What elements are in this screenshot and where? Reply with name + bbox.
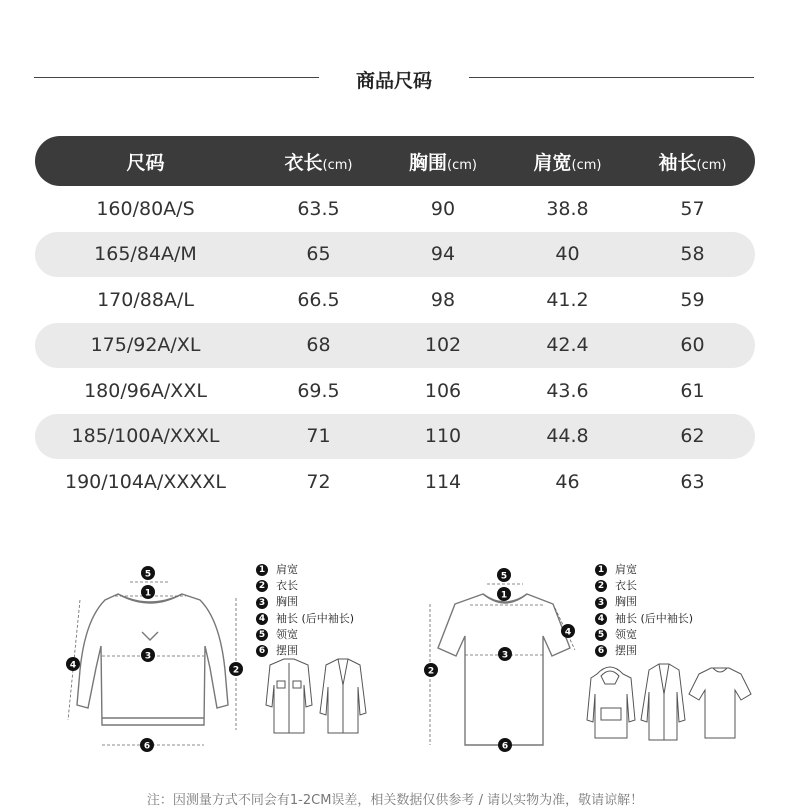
cell-length: 65	[306, 243, 331, 266]
svg-text:1: 1	[500, 590, 508, 601]
header-sleeve: 袖长(cm)	[658, 151, 727, 174]
cell-shoulder: 46	[555, 470, 580, 493]
svg-text:3: 3	[501, 650, 509, 661]
cell-chest: 94	[430, 243, 456, 266]
svg-text:5: 5	[500, 571, 508, 582]
legend-item: 4 袖长 (后中袖长)	[595, 611, 693, 627]
cell-sleeve: 62	[680, 425, 705, 448]
table-row	[35, 459, 755, 505]
cell-chest: 98	[430, 288, 456, 311]
jacket-illustrations	[256, 655, 376, 740]
cell-size: 160/80A/S	[96, 197, 195, 220]
cell-length: 66.5	[297, 288, 340, 311]
cell-length: 69.5	[297, 379, 340, 402]
title-divider-right	[469, 77, 754, 78]
legend-left	[256, 562, 354, 659]
section-title-bar	[0, 62, 790, 94]
table-row	[35, 277, 755, 323]
marker-2	[229, 662, 243, 676]
cell-chest: 106	[424, 379, 462, 402]
svg-text:2: 2	[427, 666, 435, 677]
legend-item: 1 肩宽	[256, 562, 354, 578]
cell-size: 175/92A/XL	[90, 334, 201, 357]
cell-shoulder: 40	[555, 243, 580, 266]
header-length: 衣长(cm)	[284, 151, 353, 174]
svg-text:6: 6	[143, 741, 151, 752]
marker-1	[497, 587, 511, 601]
marker-4	[66, 657, 80, 671]
svg-text:4: 4	[564, 627, 572, 638]
marker-1	[141, 585, 155, 599]
marker-3	[141, 648, 155, 662]
cell-size: 190/104A/XXXXL	[65, 470, 226, 493]
cell-length: 72	[306, 470, 331, 493]
cell-size: 165/84A/M	[94, 243, 197, 266]
svg-text:4: 4	[69, 660, 77, 671]
cell-size: 180/96A/XXL	[84, 379, 207, 402]
legend-item: 6 摆围	[595, 643, 693, 659]
marker-2	[424, 663, 438, 677]
table-row	[35, 414, 755, 460]
cell-shoulder: 38.8	[546, 197, 589, 220]
cell-sleeve: 58	[680, 243, 705, 266]
table-row	[35, 186, 755, 232]
svg-text:2: 2	[232, 665, 240, 676]
svg-text:6: 6	[501, 741, 509, 752]
sweatshirt-measurement-diagram	[60, 560, 255, 755]
legend-item: 3 胸围	[595, 594, 693, 610]
marker-3	[498, 647, 512, 661]
cell-chest: 110	[424, 425, 462, 448]
legend-right	[595, 562, 693, 659]
header-shoulder: 肩宽(cm)	[533, 151, 602, 174]
garment-illustrations	[585, 660, 755, 745]
cell-sleeve: 63	[680, 470, 705, 493]
cell-chest: 114	[424, 470, 462, 493]
cell-shoulder: 43.6	[546, 379, 589, 402]
svg-text:3: 3	[144, 651, 152, 662]
cell-size: 185/100A/XXXL	[71, 425, 220, 448]
cell-sleeve: 60	[680, 334, 705, 357]
marker-6	[498, 738, 512, 752]
cell-shoulder: 44.8	[546, 425, 589, 448]
svg-text:1: 1	[144, 588, 152, 599]
marker-5	[497, 568, 511, 582]
table-row	[35, 232, 755, 278]
marker-4	[561, 624, 575, 638]
svg-text:5: 5	[144, 569, 152, 580]
legend-item: 2 衣长	[595, 578, 693, 594]
legend-item: 5 领宽	[256, 627, 354, 643]
cell-length: 63.5	[297, 197, 340, 220]
marker-5	[141, 566, 155, 580]
table-row	[35, 323, 755, 369]
cell-chest: 90	[430, 197, 456, 220]
cell-sleeve: 57	[680, 197, 705, 220]
header-size: 尺码	[126, 151, 165, 174]
size-table	[35, 136, 755, 505]
tshirt-measurement-diagram	[415, 560, 590, 755]
page-title: 商品尺码	[355, 70, 432, 92]
header-chest: 胸围(cm)	[409, 151, 477, 174]
cell-shoulder: 41.2	[546, 288, 589, 311]
legend-item: 1 肩宽	[595, 562, 693, 578]
cell-sleeve: 59	[680, 288, 705, 311]
cell-length: 68	[306, 334, 331, 357]
cell-sleeve: 61	[680, 379, 705, 402]
cell-chest: 102	[424, 334, 462, 357]
cell-size: 170/88A/L	[97, 288, 194, 311]
legend-item: 6 摆围	[256, 643, 354, 659]
cell-length: 71	[306, 425, 331, 448]
legend-item: 2 衣长	[256, 578, 354, 594]
table-header	[35, 136, 755, 186]
marker-6	[140, 738, 154, 752]
table-row	[35, 368, 755, 414]
legend-item: 3 胸围	[256, 594, 354, 610]
cell-shoulder: 42.4	[546, 334, 589, 357]
legend-item: 5 领宽	[595, 627, 693, 643]
measurement-note: 注：因测量方式不同会有1-2CM误差，相关数据仅供参考 / 请以实物为准，敬请谅解！	[146, 793, 644, 808]
legend-item: 4 袖长 (后中袖长)	[256, 611, 354, 627]
title-divider-left	[34, 77, 319, 78]
